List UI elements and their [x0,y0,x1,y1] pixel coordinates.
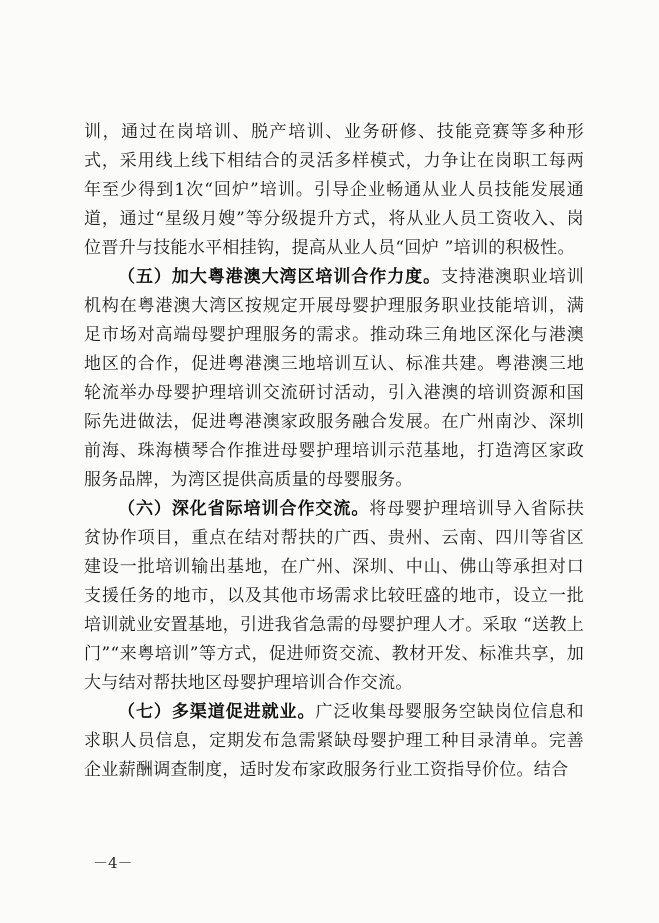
section-6-text: 将母婴护理培训导入省际扶贫协作项目，重点在结对帮扶的广西、贵州、云南、四川等省区建设一批培训输出基地，在广州、深圳、中山、佛山等承担对口支援任务的地市，以及其他市场需求比较旺盛的地市，设立一批培训就业安置基地，引进我省急需的母婴护理人才。采取 “送教上门”“来粤培训”等方式，促进师资交流、教材开发、标准共享，加大与结对帮扶地区母婴护理培训合作交流。 [84,499,584,693]
paragraph-continuation [84,118,584,263]
page-number: －4－ [93,854,133,872]
section-5-text: 支持港澳职业培训机构在粤港澳大湾区按规定开展母婴护理服务职业技能培训，满足市场对高端母婴护理服务的需求。推动珠三角地区深化与港澳地区的合作，促进粤港澳三地培训互认、标准共建。粤港澳三地轮流举办母婴护理培训交流研讨活动，引入港澳的培训资源和国际先进做法，促进粤港澳家政服务融合发展。在广州南沙、深圳前海、珠海横琴合作推进母婴护理培训示范基地，打造湾区家政服务品牌，为湾区提供高质量的母婴服务。 [84,267,584,490]
section-7-heading: （七）多渠道促进就业。 [118,702,316,722]
section-7-text: 广泛收集母婴服务空缺岗位信息和求职人员信息，定期发布急需紧缺母婴护理工种目录清单。完善企业薪酬调查制度，适时发布家政服务行业工资指导价位。结合 [84,702,584,780]
paragraph-text: 训，通过在岗培训、脱产培训、业务研修、技能竞赛等多种形式，采用线上线下相结合的灵活多样模式，力争让在岗职工每两年至少得到1次“回炉”培训。引导企业畅通从业人员技能发展通道，通过“星级月嫂”等分级提升方式，将从业人员工资收入、岗位晋升与技能水平相挂钩，提高从业人员“回炉 ”培训的积极性。 [84,122,584,258]
document-body [84,118,584,785]
paragraph-section-5 [84,263,584,495]
section-5-heading: （五）加大粤港澳大湾区培训合作力度。 [118,267,442,287]
section-6-heading: （六）深化省际培训合作交流。 [118,499,370,519]
paragraph-section-7 [84,698,584,785]
paragraph-section-6 [84,495,584,698]
